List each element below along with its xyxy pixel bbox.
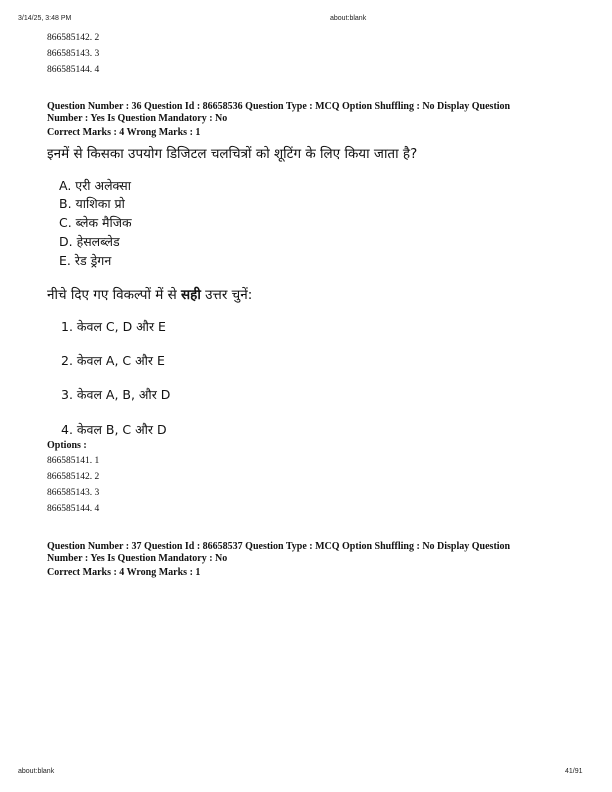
- q36-item-b: B. याशिका प्रो: [59, 196, 125, 211]
- q36-header-line1: Question Number : 36 Question Id : 86658536 Question Type : MCQ Option Shuffling : No Display Question: [47, 101, 511, 112]
- q36-choice-4: 4. केवल B, C और D: [61, 422, 167, 437]
- q36-header-line2: Number : Yes Is Question Mandatory : No: [47, 113, 228, 124]
- print-page-number: 41/91: [565, 768, 583, 775]
- print-url-footer: about:blank: [18, 768, 55, 775]
- q36-question-text: इनमें से किसका उपयोग डिजिटल चलचित्रों को शूटिंग के लिए किया जाता है?: [47, 146, 418, 162]
- q36-option-1: 866585141. 1: [47, 456, 100, 466]
- q36-choice-2: 2. केवल A, C और E: [61, 353, 165, 368]
- q36-instruction-post: उत्तर चुनें:: [200, 287, 253, 303]
- print-url-header: about:blank: [330, 15, 367, 22]
- q36-item-a: A. एरी अलेक्सा: [59, 178, 131, 193]
- q36-instruction-pre: नीचे दिए गए विकल्पों में से: [47, 287, 182, 303]
- q36-marks: Correct Marks : 4 Wrong Marks : 1: [47, 127, 201, 138]
- q36-options-label: Options :: [47, 440, 87, 451]
- q36-item-c: C. ब्लेक मैजिक: [59, 215, 132, 230]
- q37-header-line1: Question Number : 37 Question Id : 86658537 Question Type : MCQ Option Shuffling : No Display Question: [47, 541, 511, 552]
- q37-marks: Correct Marks : 4 Wrong Marks : 1: [47, 567, 201, 578]
- q36-option-4: 866585144. 4: [47, 504, 100, 514]
- prev-option-3: 866585144. 4: [47, 65, 100, 75]
- q36-option-3: 866585143. 3: [47, 488, 100, 498]
- q36-option-2: 866585142. 2: [47, 472, 100, 482]
- print-timestamp: 3/14/25, 3:48 PM: [18, 15, 72, 22]
- q36-choice-1: 1. केवल C, D और E: [61, 319, 166, 334]
- q36-item-d: D. हेसलब्लेड: [59, 234, 120, 249]
- q36-instruction: [47, 285, 252, 303]
- q36-instruction-bold: सही: [181, 287, 201, 303]
- prev-option-2: 866585143. 3: [47, 49, 100, 59]
- q36-item-e: E. रेड ड्रेगन: [59, 253, 112, 268]
- q36-choice-3: 3. केवल A, B, और D: [61, 387, 171, 402]
- prev-option-1: 866585142. 2: [47, 33, 100, 43]
- q37-header-line2: Number : Yes Is Question Mandatory : No: [47, 553, 228, 564]
